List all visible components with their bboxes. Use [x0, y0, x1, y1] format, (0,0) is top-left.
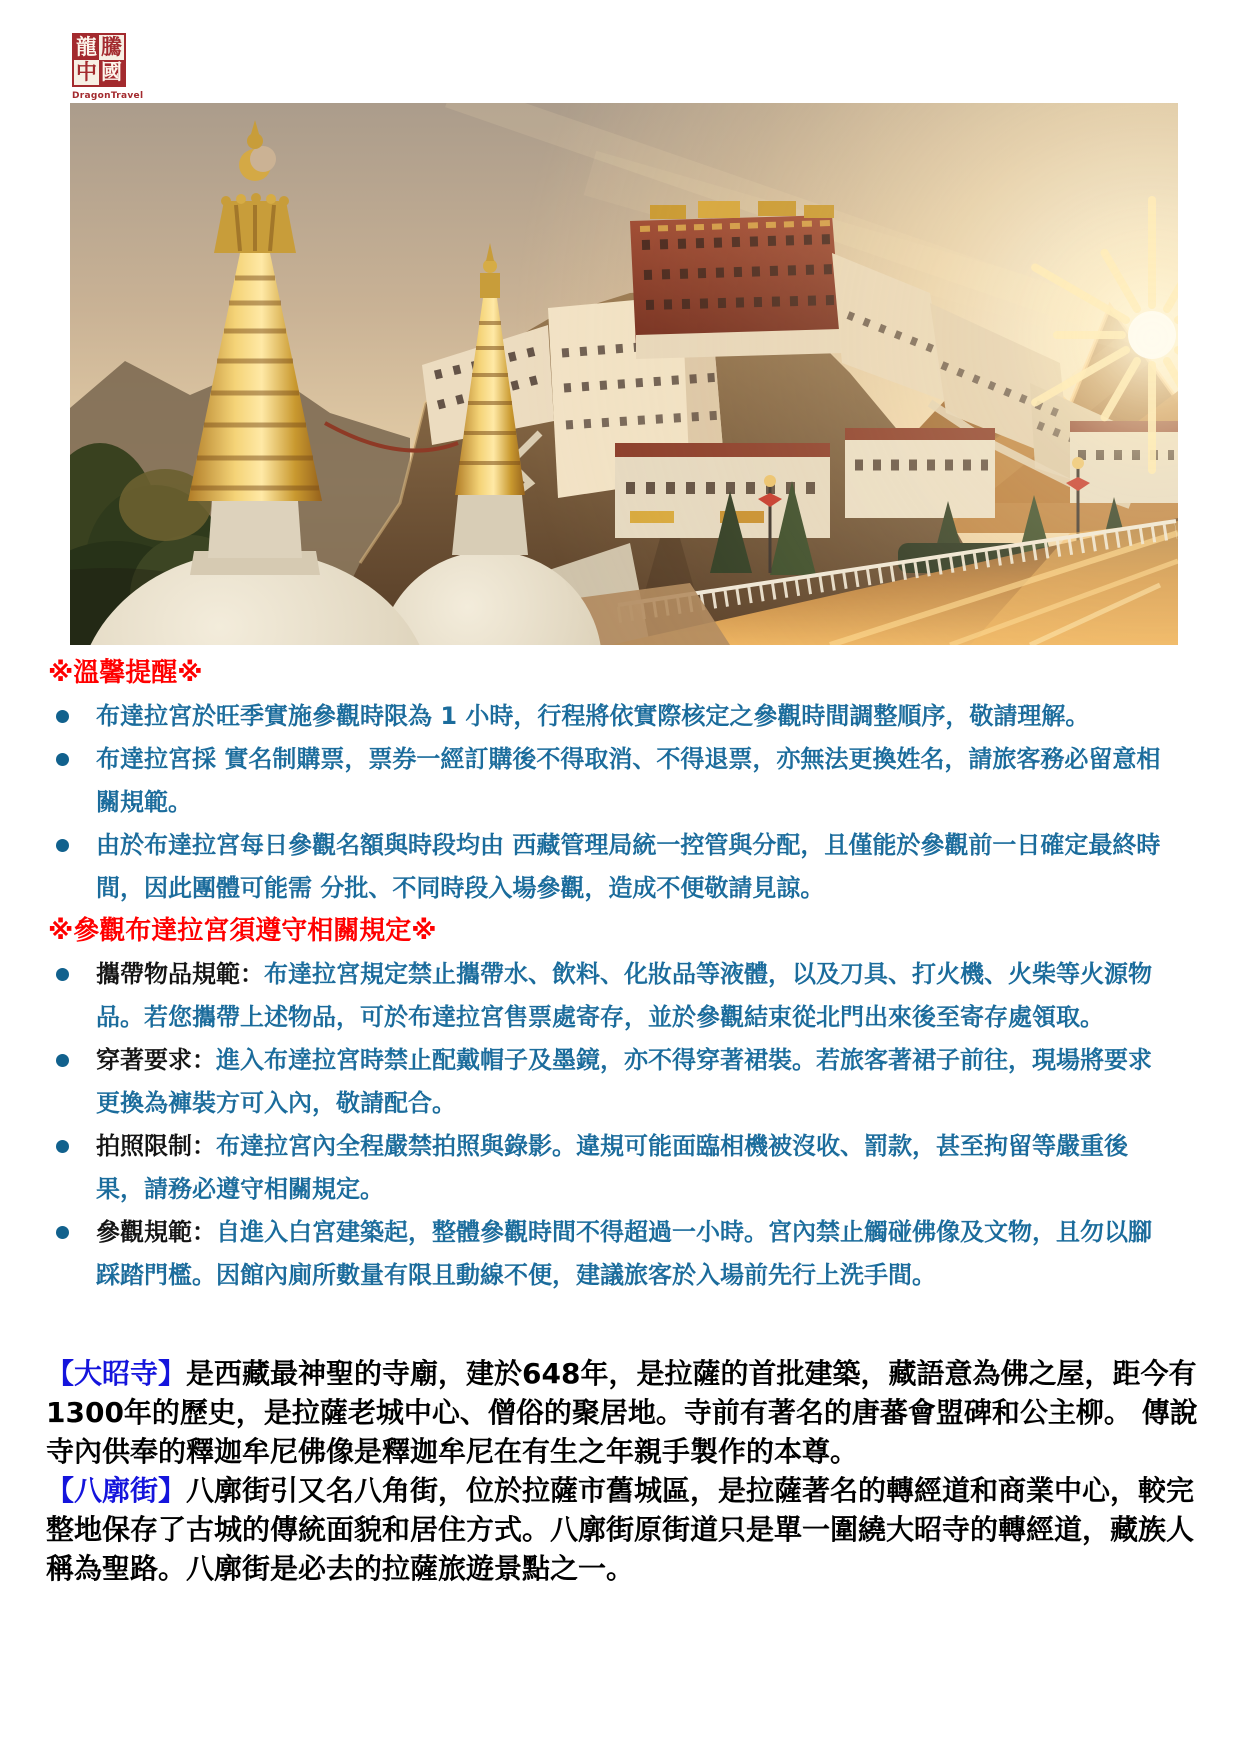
notice-text: 進入布達拉宮時禁止配戴帽子及墨鏡，亦不得穿著裙裝。若旅客著裙子前往，現場將要求更換為褲裝方可入內，敬請配合。 — [96, 1046, 1152, 1117]
notice-lead: 攜帶物品規範： — [96, 960, 264, 988]
notice-text: 布達拉宮採 實名制購票，票券一經訂購後不得取消、不得退票，亦無法更換姓名，請旅客務必留意相關規範。 — [96, 745, 1161, 816]
notice-item — [48, 953, 1170, 1039]
reminder-list — [48, 695, 1170, 910]
notice-lead: 拍照限制： — [96, 1132, 216, 1160]
bullet-icon — [56, 1226, 69, 1239]
notice-item — [48, 824, 1170, 910]
notice-text: 布達拉宮內全程嚴禁拍照與錄影。違規可能面臨相機被沒收、罰款，甚至拘留等嚴重後果，請務必遵守相關規定。 — [96, 1132, 1128, 1203]
notice-text: 自進入白宮建築起，整體參觀時間不得超過一小時。宮內禁止觸碰佛像及文物，且勿以腳踩踏門檻。因館內廁所數量有限且動線不便，建議旅客於入場前先行上洗手間。 — [96, 1218, 1152, 1289]
potala-palace-sunrise-photo — [70, 103, 1178, 645]
notice-item — [48, 1125, 1170, 1211]
attraction-descriptions — [46, 1354, 1198, 1588]
notice-lead: 穿著要求： — [96, 1046, 216, 1074]
notice-section — [48, 652, 1170, 1297]
bullet-icon — [56, 710, 69, 723]
notice-heading-rules: ※參觀布達拉宮須遵守相關規定※ — [48, 916, 437, 946]
attraction-paragraph-barkhor — [46, 1471, 1198, 1588]
notice-item — [48, 738, 1170, 824]
bullet-icon — [56, 1054, 69, 1067]
notice-text: 布達拉宮於旺季實施參觀時限為 1 小時，行程將依實際核定之參觀時間調整順序，敬請理解。 — [96, 702, 1090, 730]
dragon-travel-logo — [72, 33, 212, 101]
notice-item — [48, 1039, 1170, 1125]
bullet-icon — [56, 839, 69, 852]
notice-text: 由於布達拉宮每日參觀名額與時段均由 西藏管理局統一控管與分配，且僅能於參觀前一日確定最終時間，因此團體可能需 分批、不同時段入場參觀，造成不便敬請見諒。 — [96, 831, 1161, 902]
attraction-text: 是西藏最神聖的寺廟，建於648年，是拉薩的首批建築，藏語意為佛之屋，距今有1300年的歷史，是拉薩老城中心、僧俗的聚居地。寺前有著名的唐蕃會盟碑和公主柳。 傳說寺內供奉的釋迦牟尼佛像是釋迦牟尼在有生之年親手製作的本尊。 — [46, 1357, 1198, 1468]
notice-item — [48, 695, 1170, 738]
bullet-icon — [56, 968, 69, 981]
bullet-icon — [56, 753, 69, 766]
seal-char: 中 — [76, 60, 97, 84]
bullet-icon — [56, 1140, 69, 1153]
notice-item — [48, 1211, 1170, 1297]
notice-heading-reminder: ※溫馨提醒※ — [48, 658, 203, 688]
rules-list — [48, 953, 1170, 1297]
attraction-tag: 【八廓街】 — [46, 1474, 187, 1507]
seal-char: 騰 — [101, 35, 122, 59]
logo-subtitle: DragonTravel — [72, 91, 144, 101]
seal-char: 龍 — [76, 35, 97, 59]
attraction-tag: 【大昭寺】 — [46, 1357, 187, 1390]
photo-illustration — [70, 103, 1178, 645]
haze-overlay — [70, 103, 1178, 645]
attraction-text: 八廓街引又名八角街，位於拉薩市舊城區，是拉薩著名的轉經道和商業中心，較完整地保存了古城的傳統面貌和居住方式。八廓街原街道只是單一圍繞大昭寺的轉經道，藏族人稱為聖路。八廓街是必去的拉薩旅遊景點之一。 — [46, 1474, 1195, 1585]
logo-seal-icon — [72, 33, 126, 87]
seal-char: 國 — [101, 60, 122, 84]
notice-lead: 參觀規範： — [96, 1218, 216, 1246]
attraction-paragraph-jokhang — [46, 1354, 1198, 1471]
notice-text: 布達拉宮規定禁止攜帶水、飲料、化妝品等液體，以及刀具、打火機、火柴等火源物品。若您攜帶上述物品，可於布達拉宮售票處寄存，並於參觀結束從北門出來後至寄存處領取。 — [96, 960, 1152, 1031]
